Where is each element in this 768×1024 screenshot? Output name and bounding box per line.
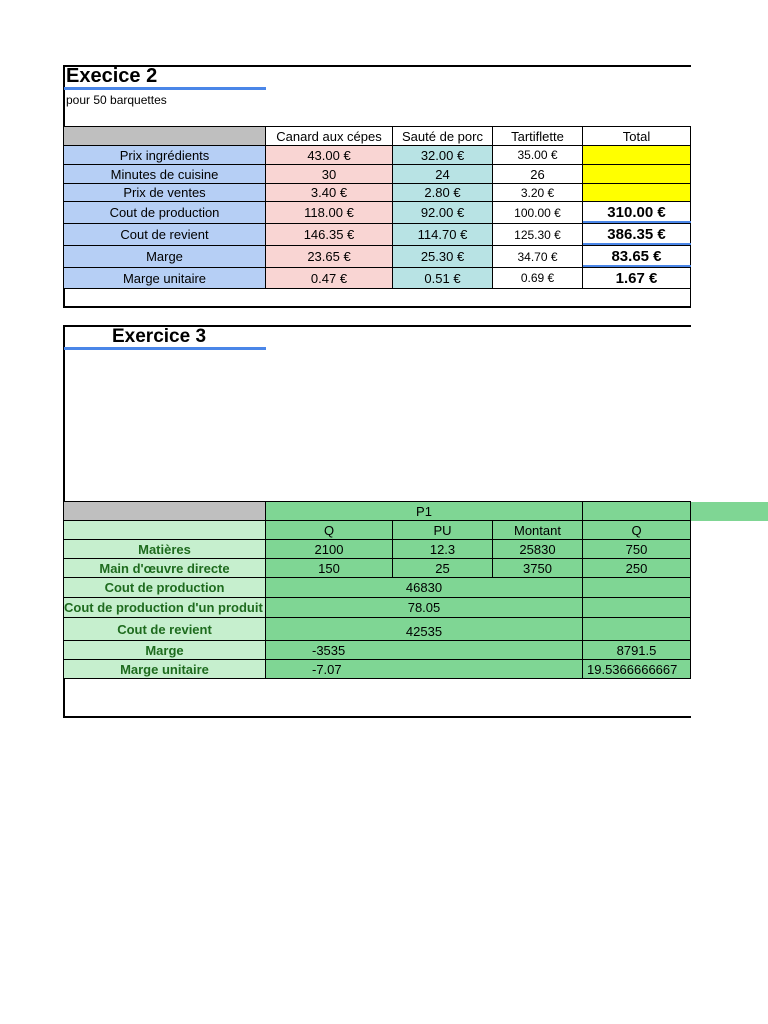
ex3-cell: -7.07 bbox=[266, 660, 583, 679]
ex2-header-tartiflette: Tartiflette bbox=[493, 127, 583, 146]
ex2-row-label: Cout de revient bbox=[64, 224, 266, 246]
ex3-cell: 150 bbox=[266, 559, 393, 578]
ex2-total-cell bbox=[583, 146, 691, 165]
ex2-row-label: Prix ingrédients bbox=[64, 146, 266, 165]
ex3-header-overflow bbox=[691, 502, 768, 521]
ex2-cell: 118.00 € bbox=[266, 202, 393, 224]
ex2-header-blank bbox=[64, 127, 266, 146]
ex3-cell bbox=[583, 618, 691, 641]
ex3-cell: 250 bbox=[583, 559, 691, 578]
ex2-cell: 25.30 € bbox=[393, 246, 493, 268]
ex3-cell: -3535 bbox=[266, 641, 583, 660]
ex2-cell: 0.47 € bbox=[266, 268, 393, 289]
ex2-cell: 32.00 € bbox=[393, 146, 493, 165]
ex3-header-p2 bbox=[583, 502, 691, 521]
ex3-row-label: Cout de revient bbox=[64, 618, 266, 641]
ex2-title: Execice 2 bbox=[66, 65, 158, 87]
ex3-cell: 12.3 bbox=[393, 540, 493, 559]
ex3-bottom-border bbox=[63, 716, 691, 718]
ex3-cell bbox=[583, 578, 691, 598]
ex2-total-cell bbox=[583, 165, 691, 184]
ex2-bottom-border bbox=[63, 306, 691, 308]
ex2-header-canard: Canard aux cépes bbox=[266, 127, 393, 146]
ex2-total-cell bbox=[583, 184, 691, 202]
ex3-cell: 19.5366666667 bbox=[583, 660, 691, 679]
ex3-cell: 2100 bbox=[266, 540, 393, 559]
ex3-title-underline bbox=[64, 347, 266, 350]
ex2-cell: 125.30 € bbox=[493, 224, 583, 246]
ex2-row-label: Marge bbox=[64, 246, 266, 268]
ex3-subheader-blank bbox=[64, 521, 266, 540]
ex2-total-separator bbox=[583, 221, 691, 223]
ex2-total-cell: 1.67 € bbox=[583, 268, 691, 289]
ex3-cell: 8791.5 bbox=[583, 641, 691, 660]
ex3-row-label: Main d'œuvre directe bbox=[64, 559, 266, 578]
ex3-cell: 25830 bbox=[493, 540, 583, 559]
ex3-row-label: Cout de production bbox=[64, 578, 266, 598]
ex2-row-label: Marge unitaire bbox=[64, 268, 266, 289]
ex2-cell: 26 bbox=[493, 165, 583, 184]
ex3-cell: 3750 bbox=[493, 559, 583, 578]
ex3-cell: 46830 bbox=[266, 578, 583, 598]
ex2-cell: 34.70 € bbox=[493, 246, 583, 268]
ex2-top-border bbox=[64, 65, 691, 67]
ex3-cell bbox=[583, 598, 691, 618]
ex2-cell: 146.35 € bbox=[266, 224, 393, 246]
ex3-header-blank bbox=[64, 502, 266, 521]
ex2-cell: 3.40 € bbox=[266, 184, 393, 202]
ex2-cell: 43.00 € bbox=[266, 146, 393, 165]
ex2-cell: 24 bbox=[393, 165, 493, 184]
ex3-subheader-montant: Montant bbox=[493, 521, 583, 540]
ex3-cell: 78.05 bbox=[266, 598, 583, 618]
ex2-total-separator bbox=[583, 243, 691, 245]
ex2-cell: 0.69 € bbox=[493, 268, 583, 289]
ex2-cell: 2.80 € bbox=[393, 184, 493, 202]
ex2-subtitle: pour 50 barquettes bbox=[66, 93, 167, 107]
ex3-header-p1: P1 bbox=[266, 502, 583, 521]
ex3-subheader-q2: Q bbox=[583, 521, 691, 540]
ex2-header-saute: Sauté de porc bbox=[393, 127, 493, 146]
ex3-row-label: Marge bbox=[64, 641, 266, 660]
ex2-cell: 3.20 € bbox=[493, 184, 583, 202]
ex2-cell: 114.70 € bbox=[393, 224, 493, 246]
ex3-row-label: Cout de production d'un produit bbox=[64, 598, 266, 618]
ex3-cell: 25 bbox=[393, 559, 493, 578]
ex2-row-label: Cout de production bbox=[64, 202, 266, 224]
ex2-total-separator bbox=[583, 265, 691, 267]
ex3-subheader-pu: PU bbox=[393, 521, 493, 540]
ex2-cell: 100.00 € bbox=[493, 202, 583, 224]
ex2-cell: 30 bbox=[266, 165, 393, 184]
ex2-cell: 35.00 € bbox=[493, 146, 583, 165]
ex2-total-cell: 310.00 € bbox=[583, 202, 691, 224]
ex2-header-total: Total bbox=[583, 127, 691, 146]
ex3-title: Exercice 3 bbox=[112, 326, 207, 347]
ex3-cell: 42535 bbox=[266, 618, 583, 641]
ex2-total-cell: 386.35 € bbox=[583, 224, 691, 246]
ex3-row-label: Marge unitaire bbox=[64, 660, 266, 679]
ex2-cell: 0.51 € bbox=[393, 268, 493, 289]
ex3-row-label: Matières bbox=[64, 540, 266, 559]
ex2-title-underline bbox=[64, 87, 266, 90]
ex3-subheader-q: Q bbox=[266, 521, 393, 540]
ex2-row-label: Minutes de cuisine bbox=[64, 165, 266, 184]
ex2-cell: 92.00 € bbox=[393, 202, 493, 224]
ex2-cell: 23.65 € bbox=[266, 246, 393, 268]
ex2-total-cell: 83.65 € bbox=[583, 246, 691, 268]
ex3-cell: 750 bbox=[583, 540, 691, 559]
ex2-row-label: Prix de ventes bbox=[64, 184, 266, 202]
